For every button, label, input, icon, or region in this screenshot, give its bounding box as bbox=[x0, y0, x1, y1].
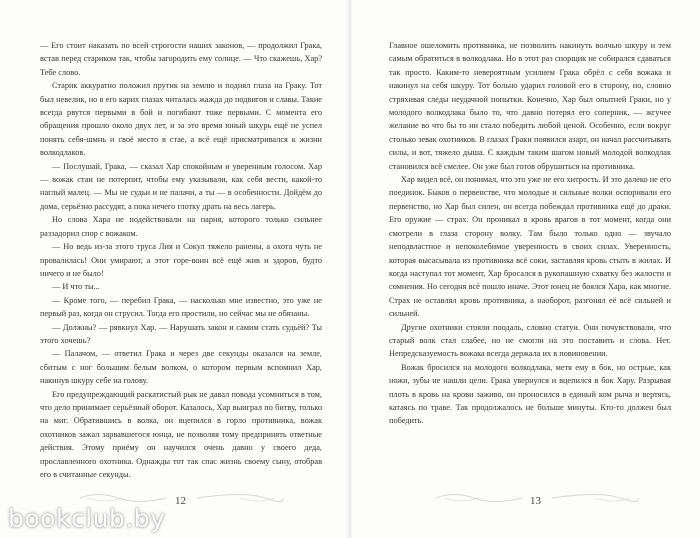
page-number: 12 bbox=[175, 495, 186, 507]
paragraph: Главное ошеломить противника, не позволить накинуть волчью шкуру и тем самым обратиться в волкодлака. Но в этот раз спорщик не собирался сдаваться так просто. Каким-то невероятным усилием Грака обрёл с себя вожака и накинул на себя шкуру. Тот больно ударил головой его в сторону, но, словно стряхивая следы неудачной попытки. Конечно, Хар был опытней Граки, но у молодого волкодлака было то, что давно потерял его соперник, — жгучее желание во что бы то ни стало победить любой ценой. Особенно, если вокруг столько зевак охотников. В глазах Граки появился азарт, он начал рассчитывать силы, и вот, тяжело дыша. С каждым таким шагом новый молодой волкодлак становился всё смелее. Он уже был готов обрушиться на противника. bbox=[389, 41, 671, 171]
paragraph: Старик аккуратно положил прутик на землю и поднял глаза на Граку. Тот был невелик, но в его карих глазах читалась жажда до подвигов и славы. Такие всегда рвутся первыми в бой и погибают тоже первыми. С момента его обращения прошло около двух лет, и за это время юный шкурь ещё не успел понять себя-шмнь и своё место в стае, а всё ещё присматривался к жизни волкодлаков. bbox=[40, 81, 322, 158]
paragraph: Другие охотники стояли поодаль, словно статуи. Они почувствовали, что старый волк стал слабее, но не смогли на это поставить и слова. Нет. Непредсказуемость вожака всегда держала их в повиновении. bbox=[389, 322, 671, 359]
ornament-flourish bbox=[434, 490, 524, 506]
right-page-text bbox=[389, 39, 671, 479]
right-page bbox=[352, 0, 700, 538]
paragraph: — Его стоит наказать по всей строгости наших законов, — продолжил Грака, встав перед стариком так, чтобы загородить ему солнце. — Что скажешь, Хар? Тебе слово. bbox=[40, 41, 322, 77]
paragraph: — Палачом, — ответил Грака и через две секунды оказался на земле, сбитым с ног большим белым волком, о котором первым вспомнил Хар, накинув шкуру себе на голову. bbox=[40, 349, 322, 386]
paragraph: Вожак бросился на молодого волкодлака, метя ему в бок, но острые, как ножи, зубы не нашли цели. Грака увернулся и вцепился в бок Хару. Разрывая плоть в кровь на крови заживо, он проносился в единый ком рыча и вертясь, катаясь по траве. Так продолжалось не больше минуты. Кто-то должен был победить. bbox=[389, 362, 671, 426]
paragraph: Но слова Хара не подействовали на парня, которого только сильнее раззадорил спор с вожаком. bbox=[40, 215, 322, 238]
page-number: 13 bbox=[530, 495, 541, 507]
paragraph: Его предупреждающий раскатистый рык не давал повода усомниться в том, что дело принимает серьёзный оборот. Казалось, Хар выиграл по битву, только на миг. Обратившись в волка, он вцепился в горло противника, вожак охотников зажал зарвавшегося юнца, не позволяя тому предпринять ответные действия. Этому приёму он научился очень давно у своего деда, прославленного охотника. Однажды тот так спас жизнь своему сыну, отобрав его в считанные секунды. bbox=[40, 389, 322, 479]
paragraph: — Но ведь из-за этого труса Лия и Сокул тяжело ранены, а охота чуть не провалилась! Они умирают, а этот горе-воин всё ещё жив и здоров, будто ничего и не было! bbox=[40, 242, 322, 278]
paragraph: — И что ты... bbox=[52, 282, 100, 292]
ornament-flourish bbox=[195, 490, 285, 506]
left-page bbox=[0, 0, 348, 538]
ornament-flourish bbox=[550, 490, 640, 506]
paragraph: — Кроме того, — перебил Грака, — насколько мне известно, это уже не первый раз, когда он струсил. Тогда его простили, но сейчас мы не обязаны. bbox=[40, 295, 322, 319]
paragraph: — Должны? — рявкнул Хар. — Нарушать закон и самим стать судьёй? Ты этого хочешь? bbox=[40, 322, 322, 345]
watermark-logo: bookclub.by bbox=[8, 504, 166, 533]
paragraph: — Послушай, Грака, — сказал Хар спокойным и уверенным голосом. Хар — вожак стаи не потерпит, чтобы ему указывали, как себя вести, какой-то наглый малец. — Мы не судьи и не палачи, а ты — в особенности. Дойдём до дома, серьёзно рассудят, а пока нечего глотку драть на весь лагерь. bbox=[40, 161, 322, 211]
left-page-text bbox=[40, 39, 322, 479]
paragraph: Хар видел всё, он понимал, что это уже не его хитрость. И это далеко не его поединок. Быков о первенстве, что молодые и сильные волки оспоривали его первенство, но Хар был силен, он всегда побеждал противника ещё до драки. Его оружие — страх. Он проникал в кровь врагов в тот момент, когда они смотрели в глаза сторону волку. Там было только одно — звучало неподвластное и непоколебимое уверенность в своих силах. Уверенность, которая высасывала из противника всё соки, заставляя кровь стыть в жилах. И когда наступал тот момент, Хар бросался в рукопашную схватку без жалости и сомнения. Но сегодня всё пошло иначе. Этот юнец не боялся Хара, как многие. Страх не оставлял кровь противника, а наоборот, разгонял её всё сильней и сильней. bbox=[389, 175, 671, 319]
